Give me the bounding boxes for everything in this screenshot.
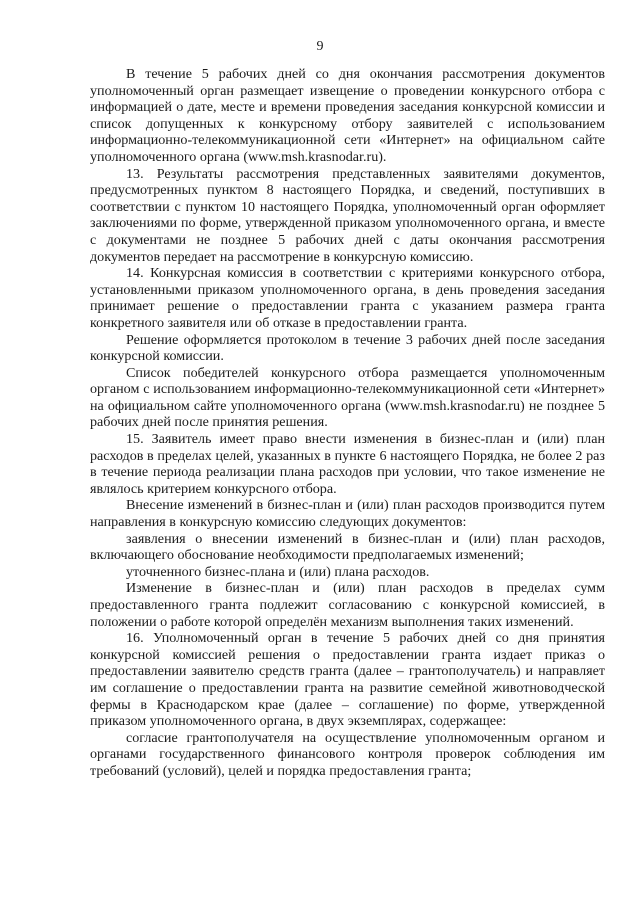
paragraph-publication-notice: В течение 5 рабочих дней со дня окончания рассмотрения документов уполномоченный орган размещает извещение о проведении конкурсного отбора с информацией о дате, месте и времени проведения заседания конкурсной комиссии и список допущенных к конкурсному отбору заявителей с использованием информационно-телекоммуникационной сети «Интернет» на официальном сайте уполномоченного органа (www.msh.krasnodar.ru).: [90, 66, 605, 165]
paragraph-protocol: Решение оформляется протоколом в течение 3 рабочих дней после заседания конкурсной комиссии.: [90, 331, 605, 365]
paragraph-changes-procedure: Внесение изменений в бизнес-план и (или) план расходов производится путем направления в конкурсную комиссию следующих документов:: [90, 497, 605, 531]
paragraph-15-changes-right: 15. Заявитель имеет право внести изменения в бизнес-план и (или) план расходов в пределах целей, указанных в пункте 6 настоящего Порядка, не более 2 раз в течение периода реализации плана расходов при условии, что такое изменение не являлось критерием конкурсного отбора.: [90, 431, 605, 497]
paragraph-16-grant-order: 16. Уполномоченный орган в течение 5 рабочих дней со дня принятия конкурсной комиссией решения о предоставлении гранта издает приказ о предоставлении заявителю средств гранта (далее – грантополучатель) и направляет им соглашение о предоставлении гранта на развитие семейной животноводческой фермы в Краснодарском крае (далее – соглашение) по форме, утвержденной приказом уполномоченного органа, в двух экземплярах, содержащее:: [90, 630, 605, 730]
document-body: [90, 66, 605, 780]
paragraph-changes-approval: Изменение в бизнес-план и (или) план расходов в пределах сумм предоставленного гранта подлежит согласованию с конкурсной комиссией, в положении о работе которой определён механизм выполнения таких изменений.: [90, 580, 605, 630]
paragraph-winners-list: Список победителей конкурсного отбора размещается уполномоченным органом с использованием информационно-телекоммуникационной сети «Интернет» на официальном сайте уполномоченного органа (www.msh.krasnodar.ru) не позднее 5 рабочих дней после принятия решения.: [90, 364, 605, 431]
paragraph-application-item: заявления о внесении изменений в бизнес-план и (или) план расходов, включающего обоснование необходимости предполагаемых изменений;: [90, 530, 605, 564]
paragraph-updated-plan-item: уточненного бизнес-плана и (или) плана расходов.: [126, 563, 430, 580]
paragraph-14-commission-decision: 14. Конкурсная комиссия в соответствии с критериями конкурсного отбора, установленными приказом уполномоченного органа, в день проведения заседания принимает решение о предоставлении гранта с указанием размера гранта конкретного заявителя или об отказе в предоставлении гранта.: [90, 265, 605, 331]
page-number: 9: [316, 39, 324, 54]
paragraph-consent-item: согласие грантополучателя на осуществление уполномоченным органом и органами государственного финансового контроля проверок соблюдения им требований (условий), целей и порядка предоставления гранта;: [90, 729, 605, 779]
paragraph-13-review-results: 13. Результаты рассмотрения представленных заявителями документов, предусмотренных пунктом 8 настоящего Порядка, и сведений, поступивших в соответствии с пунктом 10 настоящего Порядка, уполномоченный орган оформляет заключениями по форме, утвержденной приказом уполномоченного органа, и вместе с документами не позднее 5 рабочих дней с даты окончания рассмотрения документов передает на рассмотрение в конкурсную комиссию.: [90, 165, 605, 265]
